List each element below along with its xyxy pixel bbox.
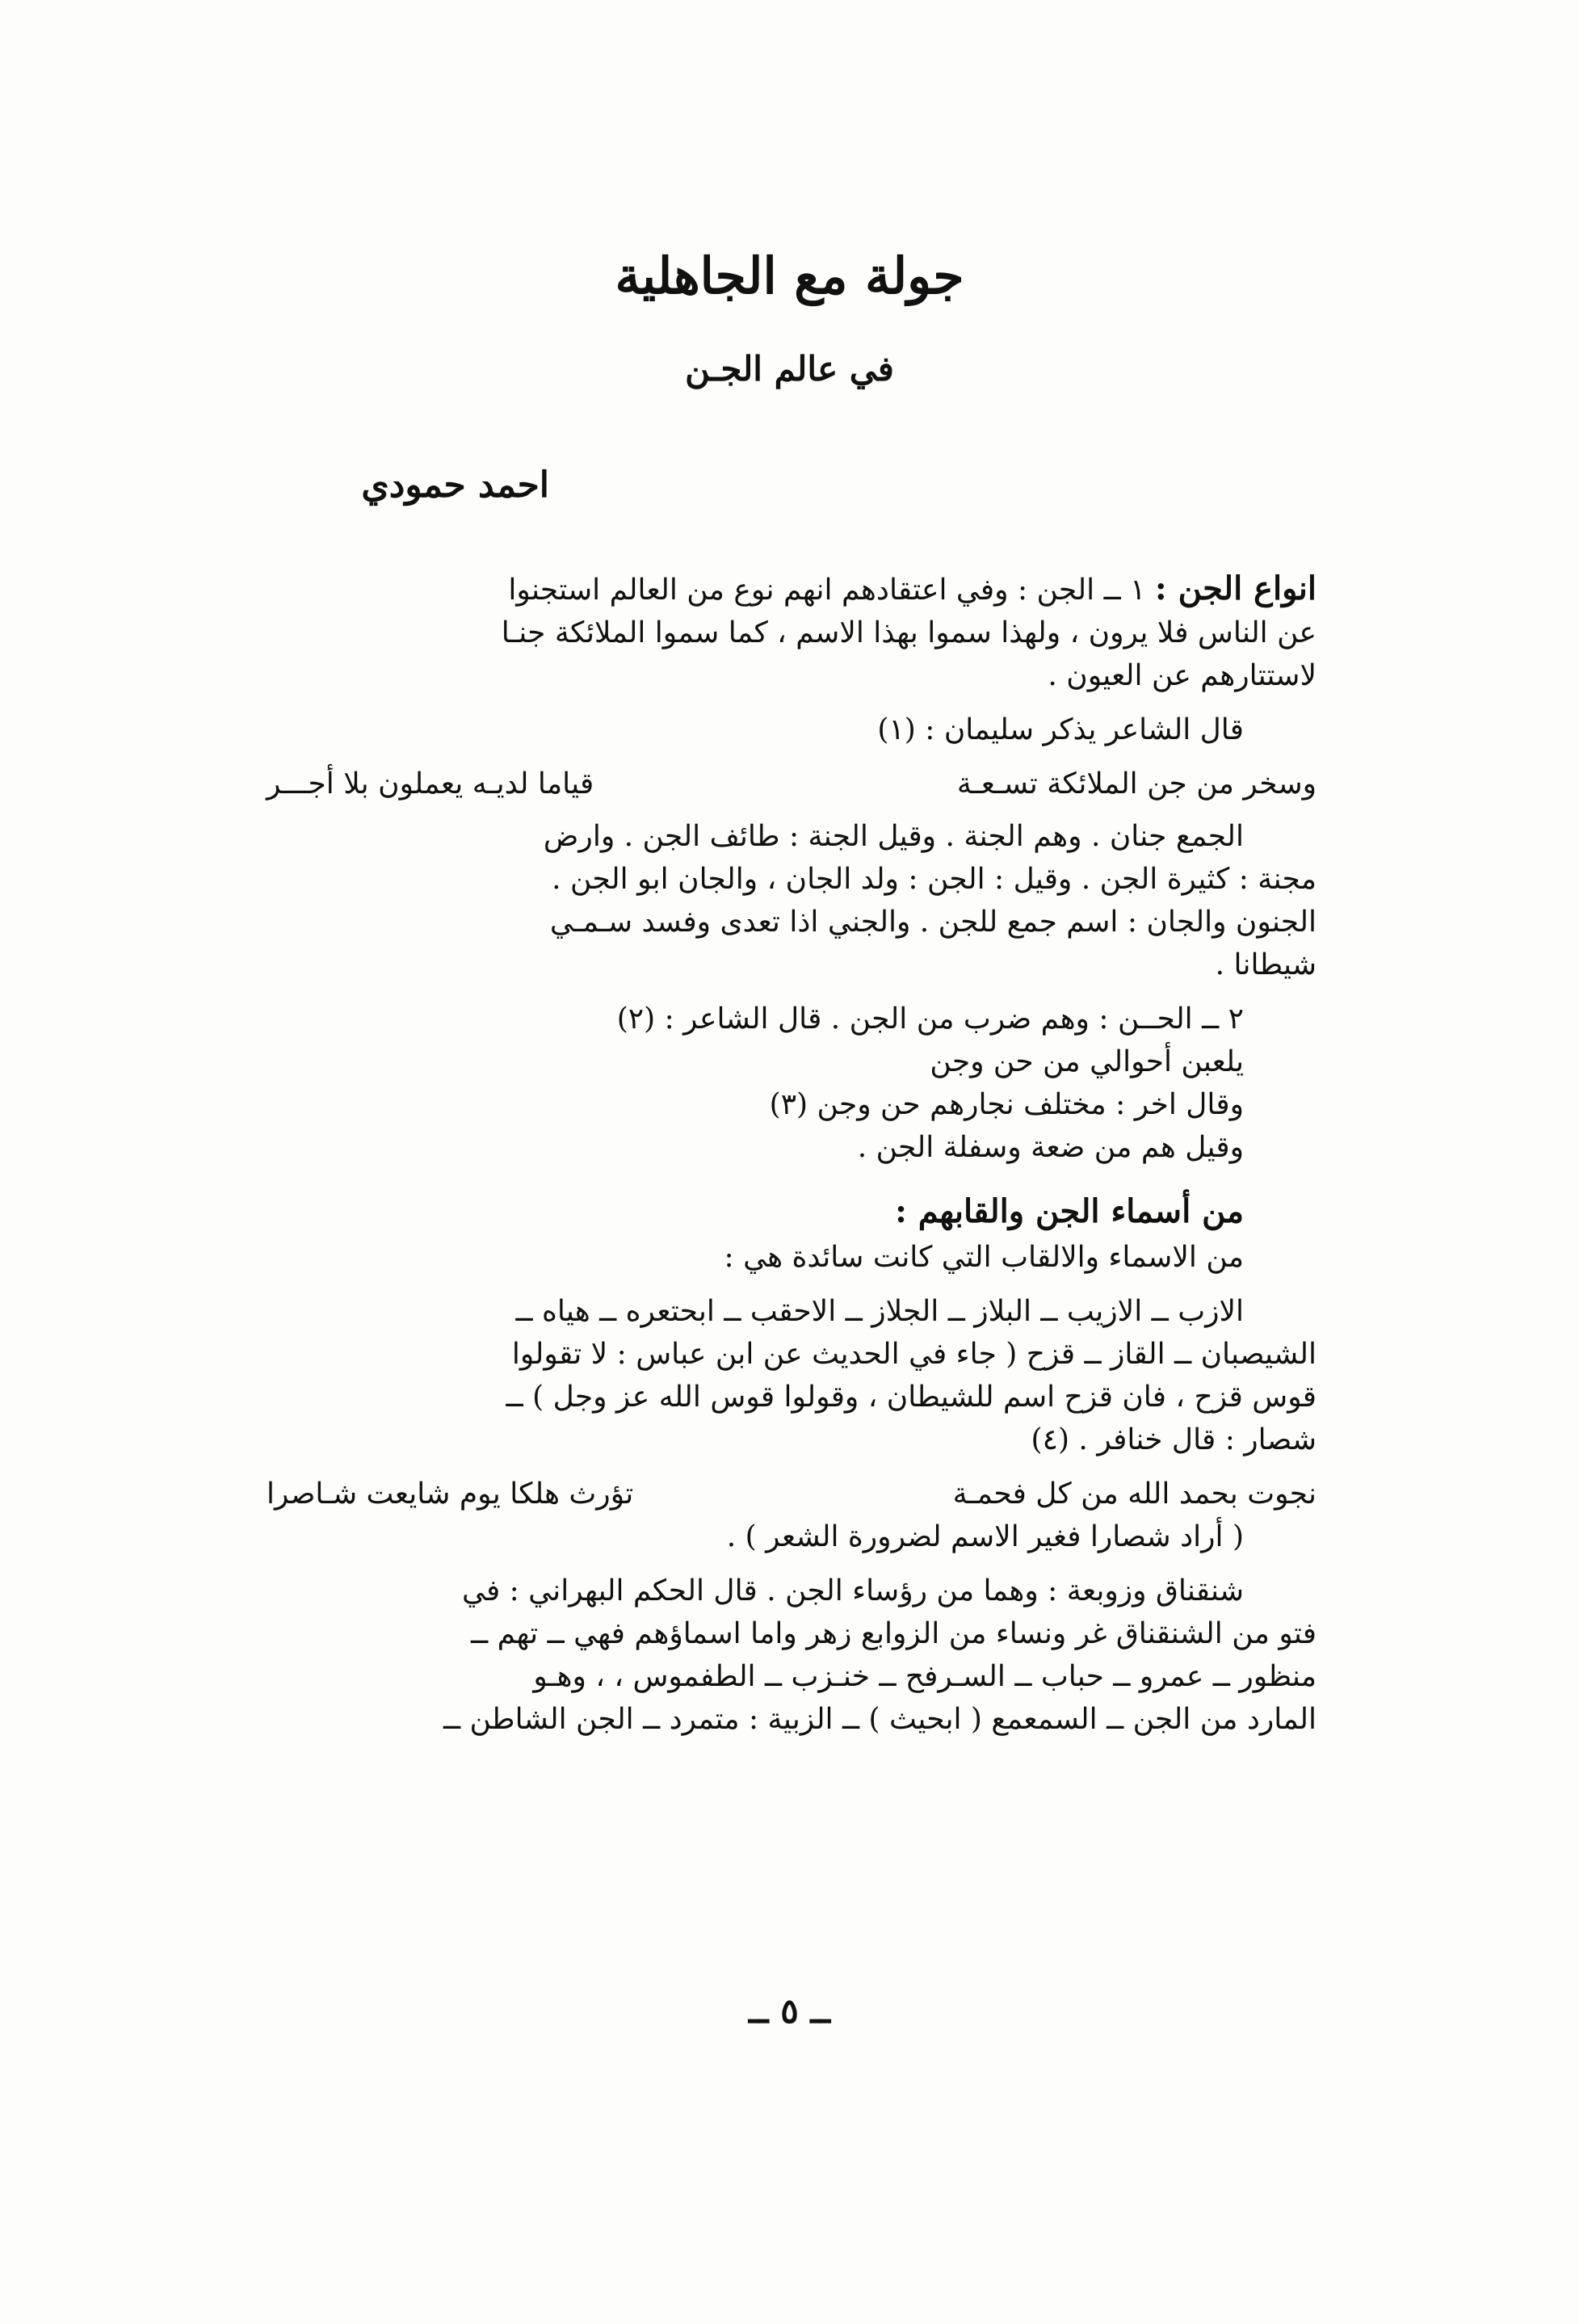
paragraph-2 (267, 815, 1317, 986)
verse-1 (267, 763, 1317, 805)
paragraph-3-line-2: يلعبن أحوالي من حن وجن (930, 1045, 1244, 1078)
section1-line-2: عن الناس فلا يرون ، ولهذا سموا بهذا الاسم ، كما سموا الملائكة جنـا (501, 616, 1317, 649)
paragraph-2-line-2: مجنة : كثيرة الجن . وقيل : الجن : ولد الجان ، والجان ابو الجن . (552, 863, 1317, 896)
paragraph-5-line-3: منظور ــ عمرو ــ حباب ــ السـرفح ــ خنـزب ــ الطفموس ، ، وهـو (533, 1660, 1317, 1693)
paragraph-4-line-4: شصار : قال خنافر . (٤) (1031, 1423, 1317, 1456)
section1-line-3: لاستتارهم عن العيون . (1048, 659, 1317, 692)
paragraph-5-line-1: شنقناق وزوبعة : وهما من رؤساء الجن . قال الحكم البهراني : في (461, 1574, 1244, 1607)
page-number: ــ ٥ ــ (748, 1991, 831, 2031)
verse-2 (267, 1473, 1317, 1515)
section1-paragraph (267, 567, 1317, 697)
page-title: جولة مع الجاهلية (615, 246, 964, 305)
verse-2-note (267, 1515, 1317, 1558)
paragraph-4-line-3: قوس قزح ، فان قزح اسم للشيطان ، وقولوا قوس الله عز وجل ) ــ (506, 1381, 1317, 1414)
author-name: احمد حمودي (361, 464, 549, 506)
section1-text-1: ١ ــ الجن : وفي اعتقادهم انهم نوع من العالم استجنوا (508, 574, 1155, 607)
paragraph-5 (267, 1570, 1317, 1741)
paragraph-4-line-2: الشيصبان ــ القاز ــ قزح ( جاء في الحديث عن ابن عباس : لا تقولوا (511, 1338, 1317, 1371)
section2-intro (267, 1236, 1317, 1279)
section1-line-1 (267, 567, 1317, 611)
paragraph-5-line-4: المارد من الجن ــ السمعمع ( ابحيث ) ــ الزبية : متمرد ــ الجن الشاطن ــ (443, 1703, 1317, 1736)
page-subtitle: في عالم الجـن (685, 349, 894, 389)
paragraph-3-line-3: وقال اخر : مختلف نجارهم حن وجن (٣) (769, 1088, 1244, 1121)
paragraph-2-line-3: الجنون والجان : اسم جمع للجن . والجني اذا تعدى وفسد سـمـي (549, 906, 1317, 939)
paragraph-3-line-1: ٢ ــ الحــن : وهم ضرب من الجن . قال الشاعر : (٢) (616, 1002, 1244, 1036)
paragraph-3 (267, 998, 1317, 1169)
paragraph-4 (267, 1290, 1317, 1461)
paragraph-2-line-4: شيطانا . (1215, 948, 1317, 981)
quote-intro-1 (267, 708, 1317, 751)
section1-heading: انواع الجن : (1154, 569, 1317, 607)
verse-2-left-hemistich: تؤرث هلكا يوم شايعت شـاصرا (267, 1477, 634, 1511)
quote-line: قال الشاعر يذكر سليمان : (١) (877, 713, 1244, 746)
article-body (267, 567, 1317, 1752)
verse-1-right-hemistich: وسخر من جن الملائكة تسـعـة (956, 767, 1317, 801)
section2-heading: من أسماء الجن والقابهم : (895, 1192, 1244, 1230)
paragraph-4-line-1: الازب ــ الازيب ــ البلاز ــ الجلاز ــ الاحقب ــ ابحتعره ــ هياه ــ (515, 1295, 1244, 1328)
verse-2-right-hemistich: نجوت بحمد الله من كل فحمـة (952, 1477, 1317, 1511)
paragraph-3-line-4: وقيل هم من ضعة وسفلة الجن . (857, 1131, 1244, 1164)
verse-2-note-line: ( أراد شصارا فغير الاسم لضرورة الشعر ) . (726, 1520, 1244, 1553)
verse-1-left-hemistich: قياما لديـه يعملون بلا أجـــر (267, 767, 594, 801)
section2-intro-line: من الاسماء والالقاب التي كانت سائدة هي : (724, 1241, 1244, 1274)
paragraph-2-line-1: الجمع جنان . وهم الجنة . وقيل الجنة : طائف الجن . وارض (543, 820, 1244, 853)
paragraph-5-line-2: فتو من الشنقناق غر ونساء من الزوابع زهر واما اسماؤهم فهي ــ تهم ــ (471, 1617, 1317, 1650)
